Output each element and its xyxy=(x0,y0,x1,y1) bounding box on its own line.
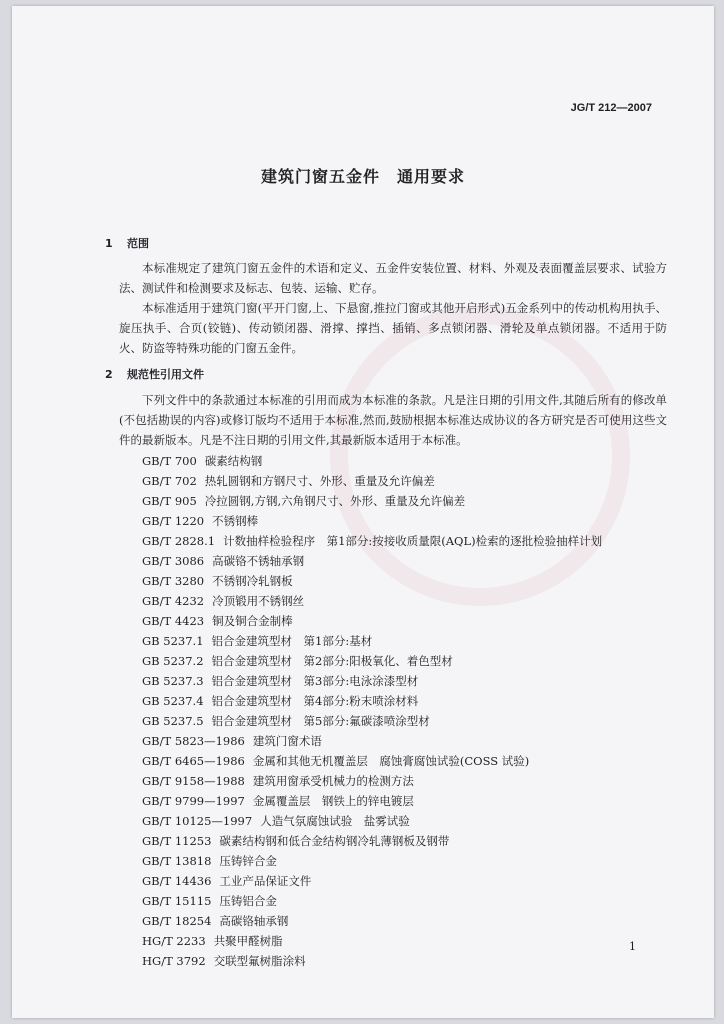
reference-code: GB/T 2828.1 xyxy=(142,534,216,548)
reference-code: GB/T 14436 xyxy=(142,874,212,888)
reference-title: 冷顶锻用不锈钢丝 xyxy=(212,594,305,608)
section-1-paragraph-1: 本标准规定了建筑门窗五金件的术语和定义、五金件安装位置、材料、外观及表面覆盖层要求、试验方法、测试件和检测要求及标志、包装、运输、贮存。 xyxy=(119,261,667,295)
reference-item xyxy=(142,451,602,471)
reference-code: GB/T 13818 xyxy=(142,854,212,868)
reference-item xyxy=(142,571,602,591)
section-2-heading xyxy=(105,366,204,382)
section-title: 规范性引用文件 xyxy=(127,368,204,381)
reference-title: 计数抽样检验程序 第1部分:按接收质量限(AQL)检索的逐批检验抽样计划 xyxy=(223,534,603,548)
section-2-paragraph-1: 下列文件中的条款通过本标准的引用而成为本标准的条款。凡是注日期的引用文件,其随后所有的修改单(不包括勘误的内容)或修订版均不适用于本标准,然而,鼓励根据本标准达成协议的各方研究是否可使用这些文件的最新版本。凡是不注日期的引用文件,其最新版本适用于本标准。 xyxy=(119,393,667,447)
reference-title: 交联型氟树脂涂料 xyxy=(213,954,306,968)
reference-title: 高碳铬轴承钢 xyxy=(219,914,289,928)
reference-code: GB/T 3280 xyxy=(142,574,205,588)
reference-code: GB/T 6465—1986 xyxy=(142,754,245,768)
reference-item xyxy=(142,511,602,531)
page-title: 建筑门窗五金件 通用要求 xyxy=(260,167,465,186)
reference-item xyxy=(142,591,602,611)
reference-title: 碳素结构钢 xyxy=(204,454,263,468)
reference-item xyxy=(142,611,602,631)
reference-item xyxy=(142,551,602,571)
reference-item xyxy=(142,771,602,791)
reference-title: 建筑门窗术语 xyxy=(252,734,322,748)
reference-code: GB/T 700 xyxy=(142,454,197,468)
reference-title: 建筑用窗承受机械力的检测方法 xyxy=(252,774,414,788)
reference-title: 人造气氛腐蚀试验 盐雾试验 xyxy=(260,814,410,828)
reference-code: HG/T 2233 xyxy=(142,934,206,948)
reference-title: 碳素结构钢和低合金结构钢冷轧薄钢板及钢带 xyxy=(219,834,450,848)
reference-code: GB/T 702 xyxy=(142,474,197,488)
reference-code: GB/T 905 xyxy=(142,494,197,508)
reference-title: 不锈钢冷轧钢板 xyxy=(212,574,293,588)
reference-title: 金属覆盖层 钢铁上的锌电镀层 xyxy=(252,794,414,808)
reference-item xyxy=(142,931,602,951)
reference-code: GB 5237.1 xyxy=(142,634,204,648)
reference-code: GB/T 9799—1997 xyxy=(142,794,245,808)
standard-code: JG/T 212—2007 xyxy=(570,102,652,114)
reference-item xyxy=(142,891,602,911)
reference-item xyxy=(142,751,602,771)
document-page xyxy=(12,6,714,1018)
reference-item xyxy=(142,491,602,511)
reference-title: 冷拉圆钢,方钢,六角钢尺寸、外形、重量及允许偏差 xyxy=(204,494,466,508)
reference-code: GB/T 11253 xyxy=(142,834,212,848)
reference-item xyxy=(142,711,602,731)
reference-item xyxy=(142,471,602,491)
reference-title: 铝合金建筑型材 第3部分:电泳涂漆型材 xyxy=(211,674,419,688)
reference-item xyxy=(142,811,602,831)
reference-item xyxy=(142,531,602,551)
section-number: 2 xyxy=(105,368,113,381)
page-number: 1 xyxy=(629,940,636,953)
reference-item xyxy=(142,791,602,811)
reference-title: 铜及铜合金制棒 xyxy=(212,614,293,628)
reference-item xyxy=(142,851,602,871)
reference-item xyxy=(142,911,602,931)
reference-item xyxy=(142,671,602,691)
section-title: 范围 xyxy=(127,237,149,250)
reference-title: 共聚甲醛树脂 xyxy=(213,934,283,948)
reference-item xyxy=(142,731,602,751)
reference-code: HG/T 3792 xyxy=(142,954,206,968)
section-1-paragraph-2: 本标准适用于建筑门窗(平开门窗,上、下悬窗,推拉门窗或其他开启形式)五金系列中的传动机构用执手、旋压执手、合页(铰链)、传动锁闭器、滑撑、撑挡、插销、多点锁闭器、滑轮及单点锁闭器。不适用于防火、防盗等特殊功能的门窗五金件。 xyxy=(119,301,667,355)
reference-code: GB/T 1220 xyxy=(142,514,205,528)
reference-code: GB/T 18254 xyxy=(142,914,212,928)
reference-title: 压铸锌合金 xyxy=(219,854,277,868)
reference-code: GB/T 10125—1997 xyxy=(142,814,253,828)
reference-title: 铝合金建筑型材 第4部分:粉末喷涂材料 xyxy=(211,694,419,708)
reference-code: GB 5237.3 xyxy=(142,674,204,688)
reference-code: GB/T 3086 xyxy=(142,554,205,568)
reference-title: 不锈钢棒 xyxy=(212,514,259,528)
reference-code: GB/T 9158—1988 xyxy=(142,774,245,788)
reference-item xyxy=(142,831,602,851)
reference-title: 热轧圆钢和方钢尺寸、外形、重量及允许偏差 xyxy=(204,474,435,488)
reference-list xyxy=(142,451,602,971)
section-number: 1 xyxy=(105,237,113,250)
reference-title: 铝合金建筑型材 第1部分:基材 xyxy=(211,634,373,648)
reference-title: 压铸铝合金 xyxy=(219,894,277,908)
reference-item xyxy=(142,651,602,671)
section-1-heading xyxy=(105,235,149,251)
reference-item xyxy=(142,951,602,971)
reference-item xyxy=(142,631,602,651)
reference-code: GB 5237.5 xyxy=(142,714,204,728)
reference-item xyxy=(142,691,602,711)
reference-item xyxy=(142,871,602,891)
reference-title: 工业产品保证文件 xyxy=(219,874,312,888)
reference-code: GB/T 4232 xyxy=(142,594,205,608)
reference-title: 铝合金建筑型材 第5部分:氟碳漆喷涂型材 xyxy=(211,714,430,728)
reference-code: GB/T 15115 xyxy=(142,894,212,908)
reference-code: GB 5237.2 xyxy=(142,654,204,668)
reference-code: GB/T 4423 xyxy=(142,614,205,628)
reference-title: 铝合金建筑型材 第2部分:阳极氧化、着色型材 xyxy=(211,654,453,668)
reference-code: GB/T 5823—1986 xyxy=(142,734,245,748)
reference-code: GB 5237.4 xyxy=(142,694,204,708)
reference-title: 高碳铬不锈轴承钢 xyxy=(212,554,305,568)
reference-title: 金属和其他无机覆盖层 腐蚀膏腐蚀试验(COSS 试验) xyxy=(252,754,530,768)
